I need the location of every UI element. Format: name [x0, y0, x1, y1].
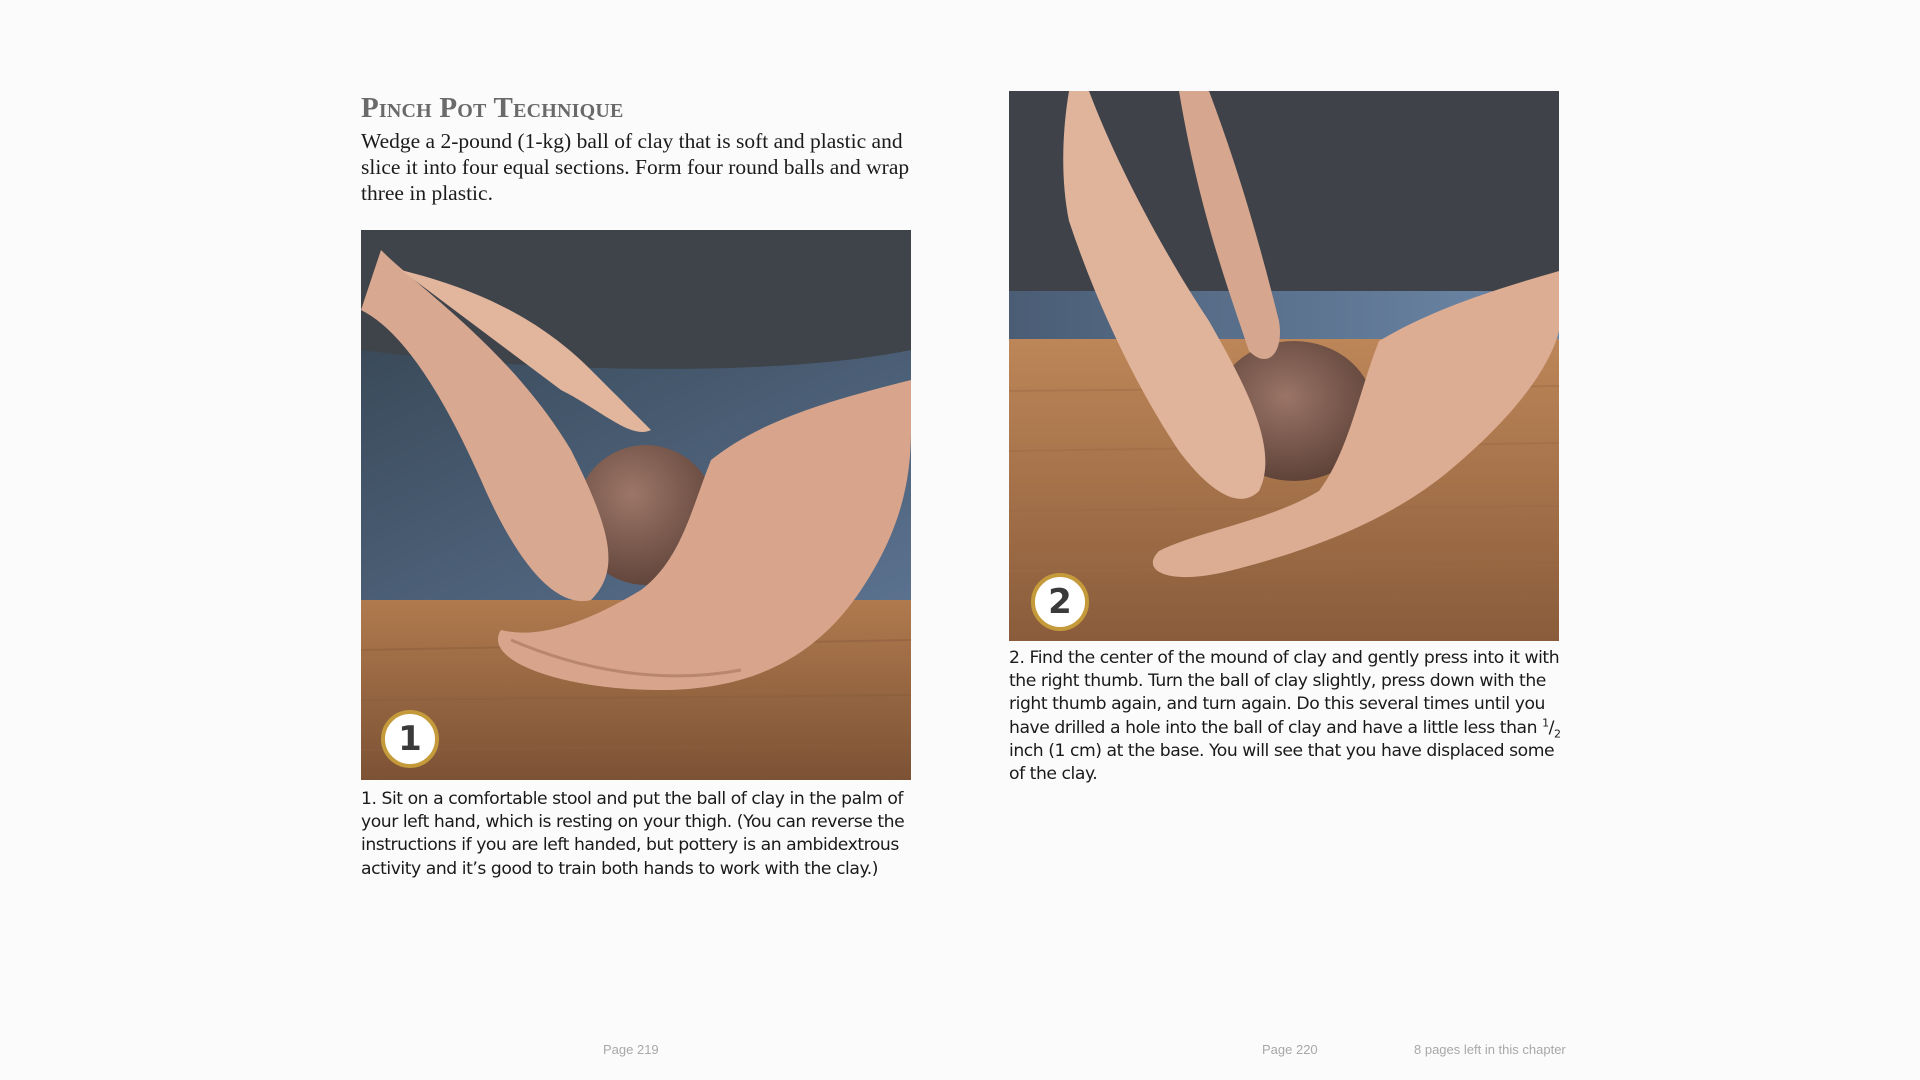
step-2-badge: 2	[1031, 573, 1089, 631]
step-2-photo	[1009, 91, 1559, 641]
step-2-caption	[1009, 647, 1569, 786]
fraction-denominator: 2	[1553, 727, 1561, 741]
step-1-badge: 1	[381, 710, 439, 768]
intro-paragraph: Wedge a 2-pound (1-kg) ball of clay that is soft and plastic and slice it into four equal sections. Form four round balls and wrap three in plastic.	[361, 129, 910, 205]
page-title: Pinch Pot Technique	[361, 92, 624, 124]
page-number-left: Page 219	[603, 1042, 659, 1057]
step-1-caption: 1. Sit on a comfortable stool and put the ball of clay in the palm of your left hand, which is resting on your thigh. (You can reverse the instructions if you are left handed, but pottery is an ambidextrous activity and it’s good to train both hands to work with the clay.)	[361, 789, 905, 879]
step-2-caption-part1: 2. Find the center of the mound of clay and gently press into it with the right thumb. Turn the ball of clay slightly, press down with the right thumb again, and turn again. Do this several times until you have drilled a hole into the ball of clay and have a little less than	[1009, 648, 1560, 738]
page-number-right: Page 220	[1262, 1042, 1318, 1057]
right-page	[1009, 0, 1559, 1080]
step-2-caption-part2: inch (1 cm) at the base. You will see that you have displaced some of the clay.	[1009, 740, 1555, 785]
fraction-numerator: 1	[1542, 715, 1549, 729]
chapter-pages-left: 8 pages left in this chapter	[1414, 1042, 1566, 1057]
step-1-photo	[361, 230, 911, 780]
left-page	[361, 0, 911, 1080]
fraction-slash: /	[1548, 717, 1554, 738]
